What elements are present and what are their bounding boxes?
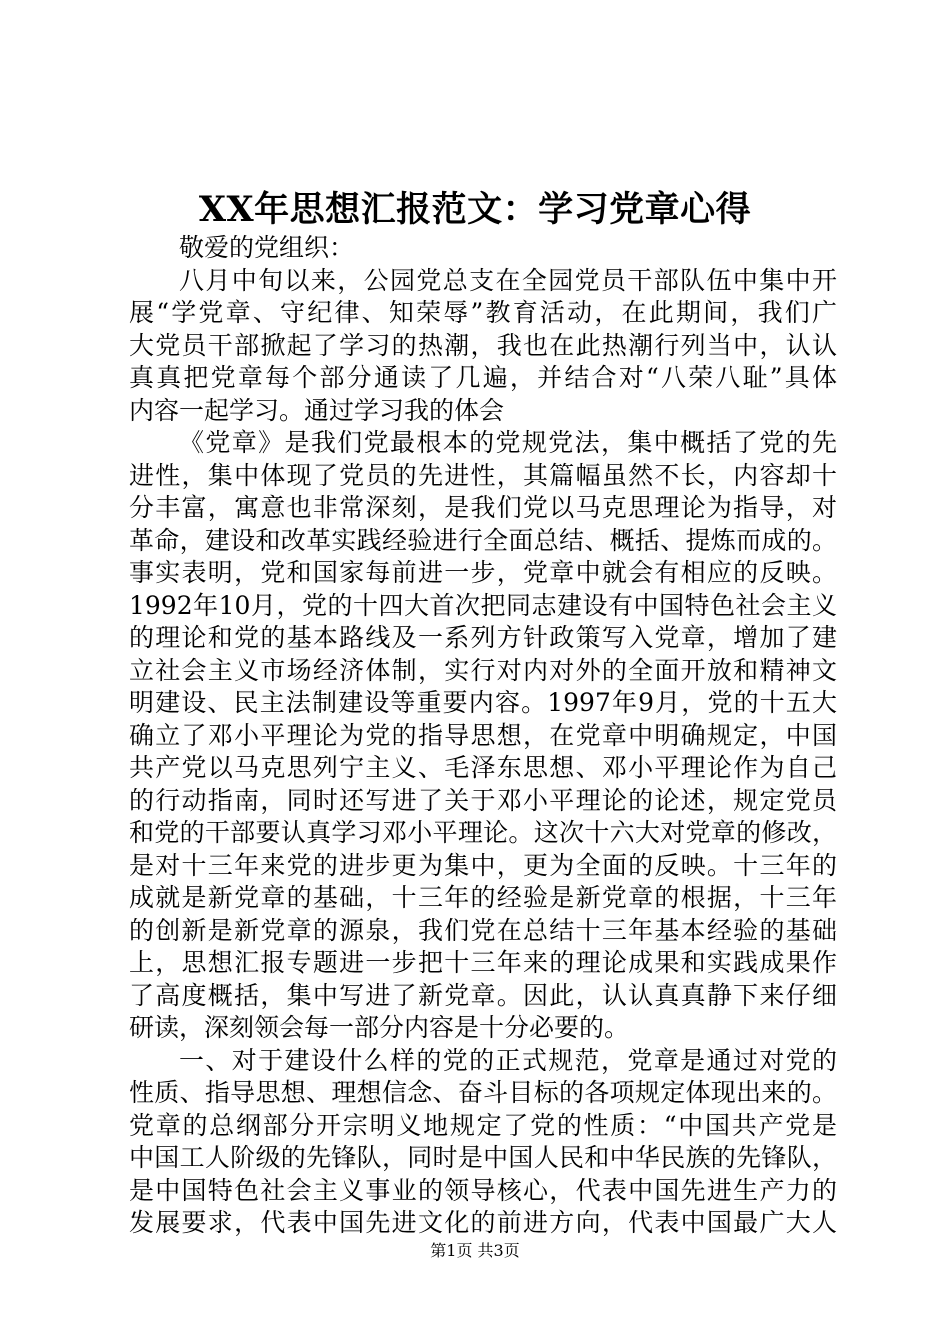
- text-line: 革命，建设和改革实践经验进行全面总结、概括、提炼而成的。: [129, 525, 837, 555]
- text-line: 了高度概括，集中写进了新党章。因此，认认真真静下来仔细: [129, 980, 837, 1010]
- text-line: 的理论和党的基本路线及一系列方针政策写入党章，增加了建: [129, 623, 837, 652]
- document-title: XX年思想汇报范文：学习党章心得: [198, 189, 752, 230]
- text-line: 中国工人阶级的先锋队，同时是中国人民和中华民族的先锋队，: [129, 1143, 837, 1172]
- text-line: 成就是新党章的基础，十三年的经验是新党章的根据，十三年: [129, 883, 837, 912]
- text-line: 党章的总纲部分开宗明义地规定了党的性质：“中国共产党是: [129, 1110, 837, 1140]
- text-line: 内容一起学习。通过学习我的体会: [129, 395, 505, 425]
- document-body: [129, 232, 837, 1240]
- salutation: 敬爱的党组织：: [179, 233, 355, 262]
- text-line: 和党的干部要认真学习邓小平理论。这次十六大对党章的修改，: [129, 818, 837, 847]
- text-line: 上，思想汇报专题进一步把十三年来的理论成果和实践成果作: [129, 948, 837, 977]
- text-line: 性质、指导思想、理想信念、奋斗目标的各项规定体现出来的。: [129, 1078, 837, 1107]
- text-line: 立社会主义市场经济体制，实行对内对外的全面开放和精神文: [129, 655, 837, 685]
- text-line: 的创新是新党章的源泉，我们党在总结十三年基本经验的基础: [129, 915, 837, 945]
- text-line: 研读，深刻领会每一部分内容是十分必要的。: [129, 1013, 630, 1042]
- text-line: 分丰富，寓意也非常深刻，是我们党以马克思理论为指导，对: [129, 493, 837, 522]
- text-line: 进性，集中体现了党员的先进性，其篇幅虽然不长，内容却十: [129, 460, 837, 490]
- text-line: 确立了邓小平理论为党的指导思想，在党章中明确规定，中国: [129, 720, 837, 750]
- page-footer: 第1页 共3页: [430, 1241, 520, 1260]
- text-line: 真真把党章每个部分通读了几遍，并结合对“八荣八耻”具体: [129, 363, 837, 392]
- text-line: 事实表明，党和国家每前进一步，党章中就会有相应的反映。: [129, 558, 837, 587]
- text-line: 1992年10月，党的十四大首次把同志建设有中国特色社会主义: [129, 590, 837, 620]
- text-line: 一、对于建设什么样的党的正式规范，党章是通过对党的: [179, 1045, 837, 1075]
- text-line: 是对十三年来党的进步更为集中，更为全面的反映。十三年的: [129, 850, 837, 880]
- text-line: 大党员干部掀起了学习的热潮，我也在此热潮行列当中，认认: [129, 330, 837, 360]
- text-line: 是中国特色社会主义事业的领导核心，代表中国先进生产力的: [129, 1175, 837, 1205]
- text-line: 八月中旬以来，公园党总支在全园党员干部队伍中集中开: [179, 265, 837, 295]
- text-line: 共产党以马克思列宁主义、毛泽东思想、邓小平理论作为自己: [129, 753, 837, 782]
- text-line: 《党章》是我们党最根本的党规党法，集中概括了党的先: [179, 428, 837, 457]
- text-line: 展“学党章、守纪律、知荣辱”教育活动，在此期间，我们广: [129, 298, 837, 327]
- text-line: 发展要求，代表中国先进文化的前进方向，代表中国最广大人: [129, 1208, 837, 1237]
- text-line: 明建设、民主法制建设等重要内容。1997年9月，党的十五大: [129, 688, 837, 717]
- text-line: 的行动指南，同时还写进了关于邓小平理论的论述，规定党员: [129, 785, 837, 815]
